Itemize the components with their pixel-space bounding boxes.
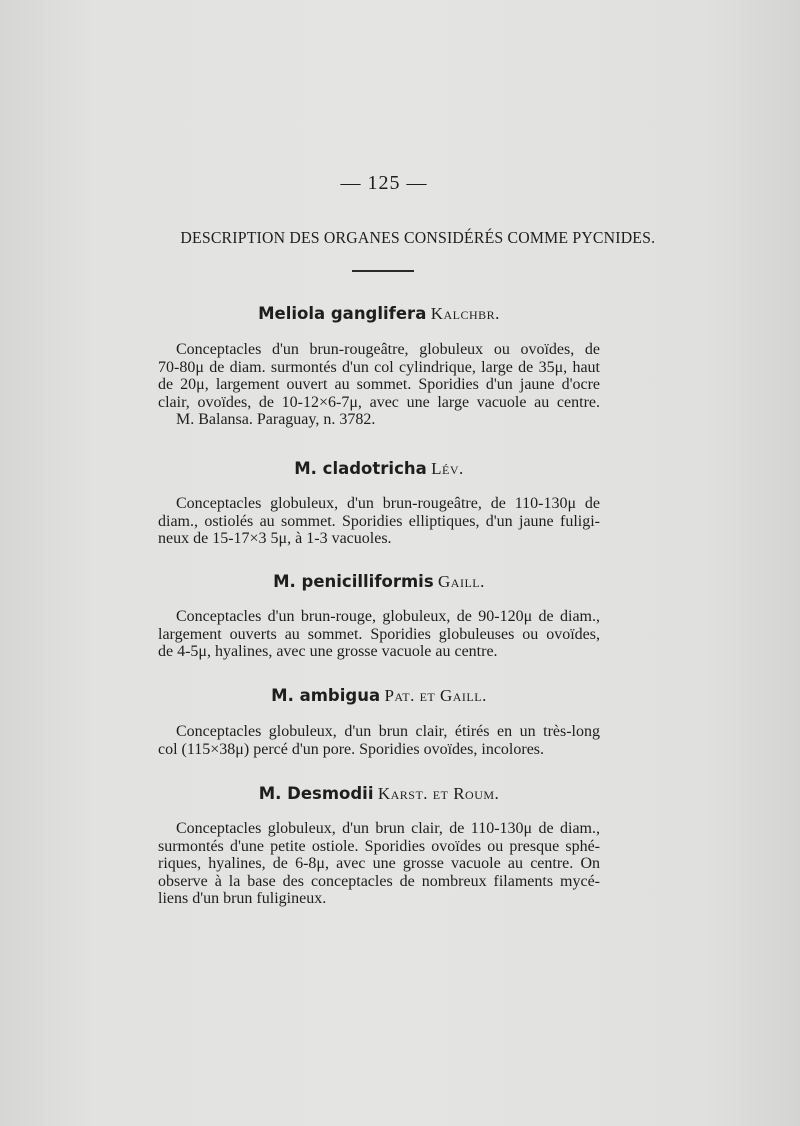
species-entry-cladotricha [158,458,600,548]
species-authority: Kalchbr. [430,304,500,323]
species-description [158,723,600,758]
species-description [158,608,600,661]
species-title [158,571,600,592]
description-line: M. Balansa. Paraguay, n. 3782. [176,411,376,429]
species-authority: Gaill. [438,572,485,591]
species-name: M. penicilliformis [273,572,434,591]
description-line: de 20μ, largement ouvert au sommet. Sporidies d'un jaune d'ocre [158,376,600,394]
species-description [158,495,600,548]
species-title [158,458,600,479]
description-line: surmontés d'une petite ostiole. Sporidies ovoïdes ou presque sphé- [158,837,600,855]
species-title [158,685,600,706]
heading-rule [352,270,414,272]
description-line: Conceptacles d'un brun-rouge, globuleux, de 90-120μ de diam., [176,608,600,625]
species-description [158,341,600,429]
description-line: Conceptacles d'un brun-rougeâtre, globuleux ou ovoïdes, de [176,341,600,358]
species-entry-desmodii [158,783,600,908]
species-description [158,820,600,908]
description-line: Conceptacles globuleux, d'un brun-rougeâtre, de 110-130μ de [176,495,600,512]
description-line: observe à la base des conceptacles de nombreux filaments mycé- [158,872,600,890]
species-title [158,303,600,324]
species-authority: Lév. [431,459,464,478]
species-entry-meliola-ganglifera [158,303,600,429]
description-line: col (115×38μ) percé d'un pore. Sporidies ovoïdes, incolores. [158,740,545,758]
species-name: M. ambigua [271,686,381,705]
species-authority: Pat. et Gaill. [384,686,487,705]
description-line: Conceptacles globuleux, d'un brun clair, de 110-130μ de diam., [176,820,600,837]
page-number: — 125 — [340,172,428,194]
description-line: neux de 15-17×3 5μ, à 1-3 vacuoles. [158,530,392,548]
section-heading: DESCRIPTION DES ORGANES CONSIDÉRÉS COMME PYCNIDES. [180,228,656,247]
description-line: clair, ovoïdes, de 10-12×6-7μ, avec une large vacuole au centre. [158,393,600,411]
species-name: M. Desmodii [258,784,374,803]
description-line: 70-80μ de diam. surmontés d'un col cylindrique, large de 35μ, haut [158,358,600,376]
species-entry-penicilliformis [158,571,600,661]
description-line: diam., ostiolés au sommet. Sporidies elliptiques, d'un jaune fuligi- [158,512,600,530]
description-line: Conceptacles globuleux, d'un brun clair, étirés en un très-long [176,723,600,740]
species-entry-ambigua [158,685,600,758]
description-line: largement ouverts au sommet. Sporidies globuleuses ou ovoïdes, [158,625,600,643]
species-name: M. cladotricha [294,459,427,478]
description-line: riques, hyalines, de 6-8μ, avec une grosse vacuole au centre. On [158,855,600,873]
species-authority: Karst. et Roum. [377,784,500,803]
species-name: Meliola ganglifera [258,304,427,323]
description-line: liens d'un brun fuligineux. [158,890,327,908]
species-title [158,783,600,804]
description-line: de 4-5μ, hyalines, avec une grosse vacuole au centre. [158,643,498,661]
